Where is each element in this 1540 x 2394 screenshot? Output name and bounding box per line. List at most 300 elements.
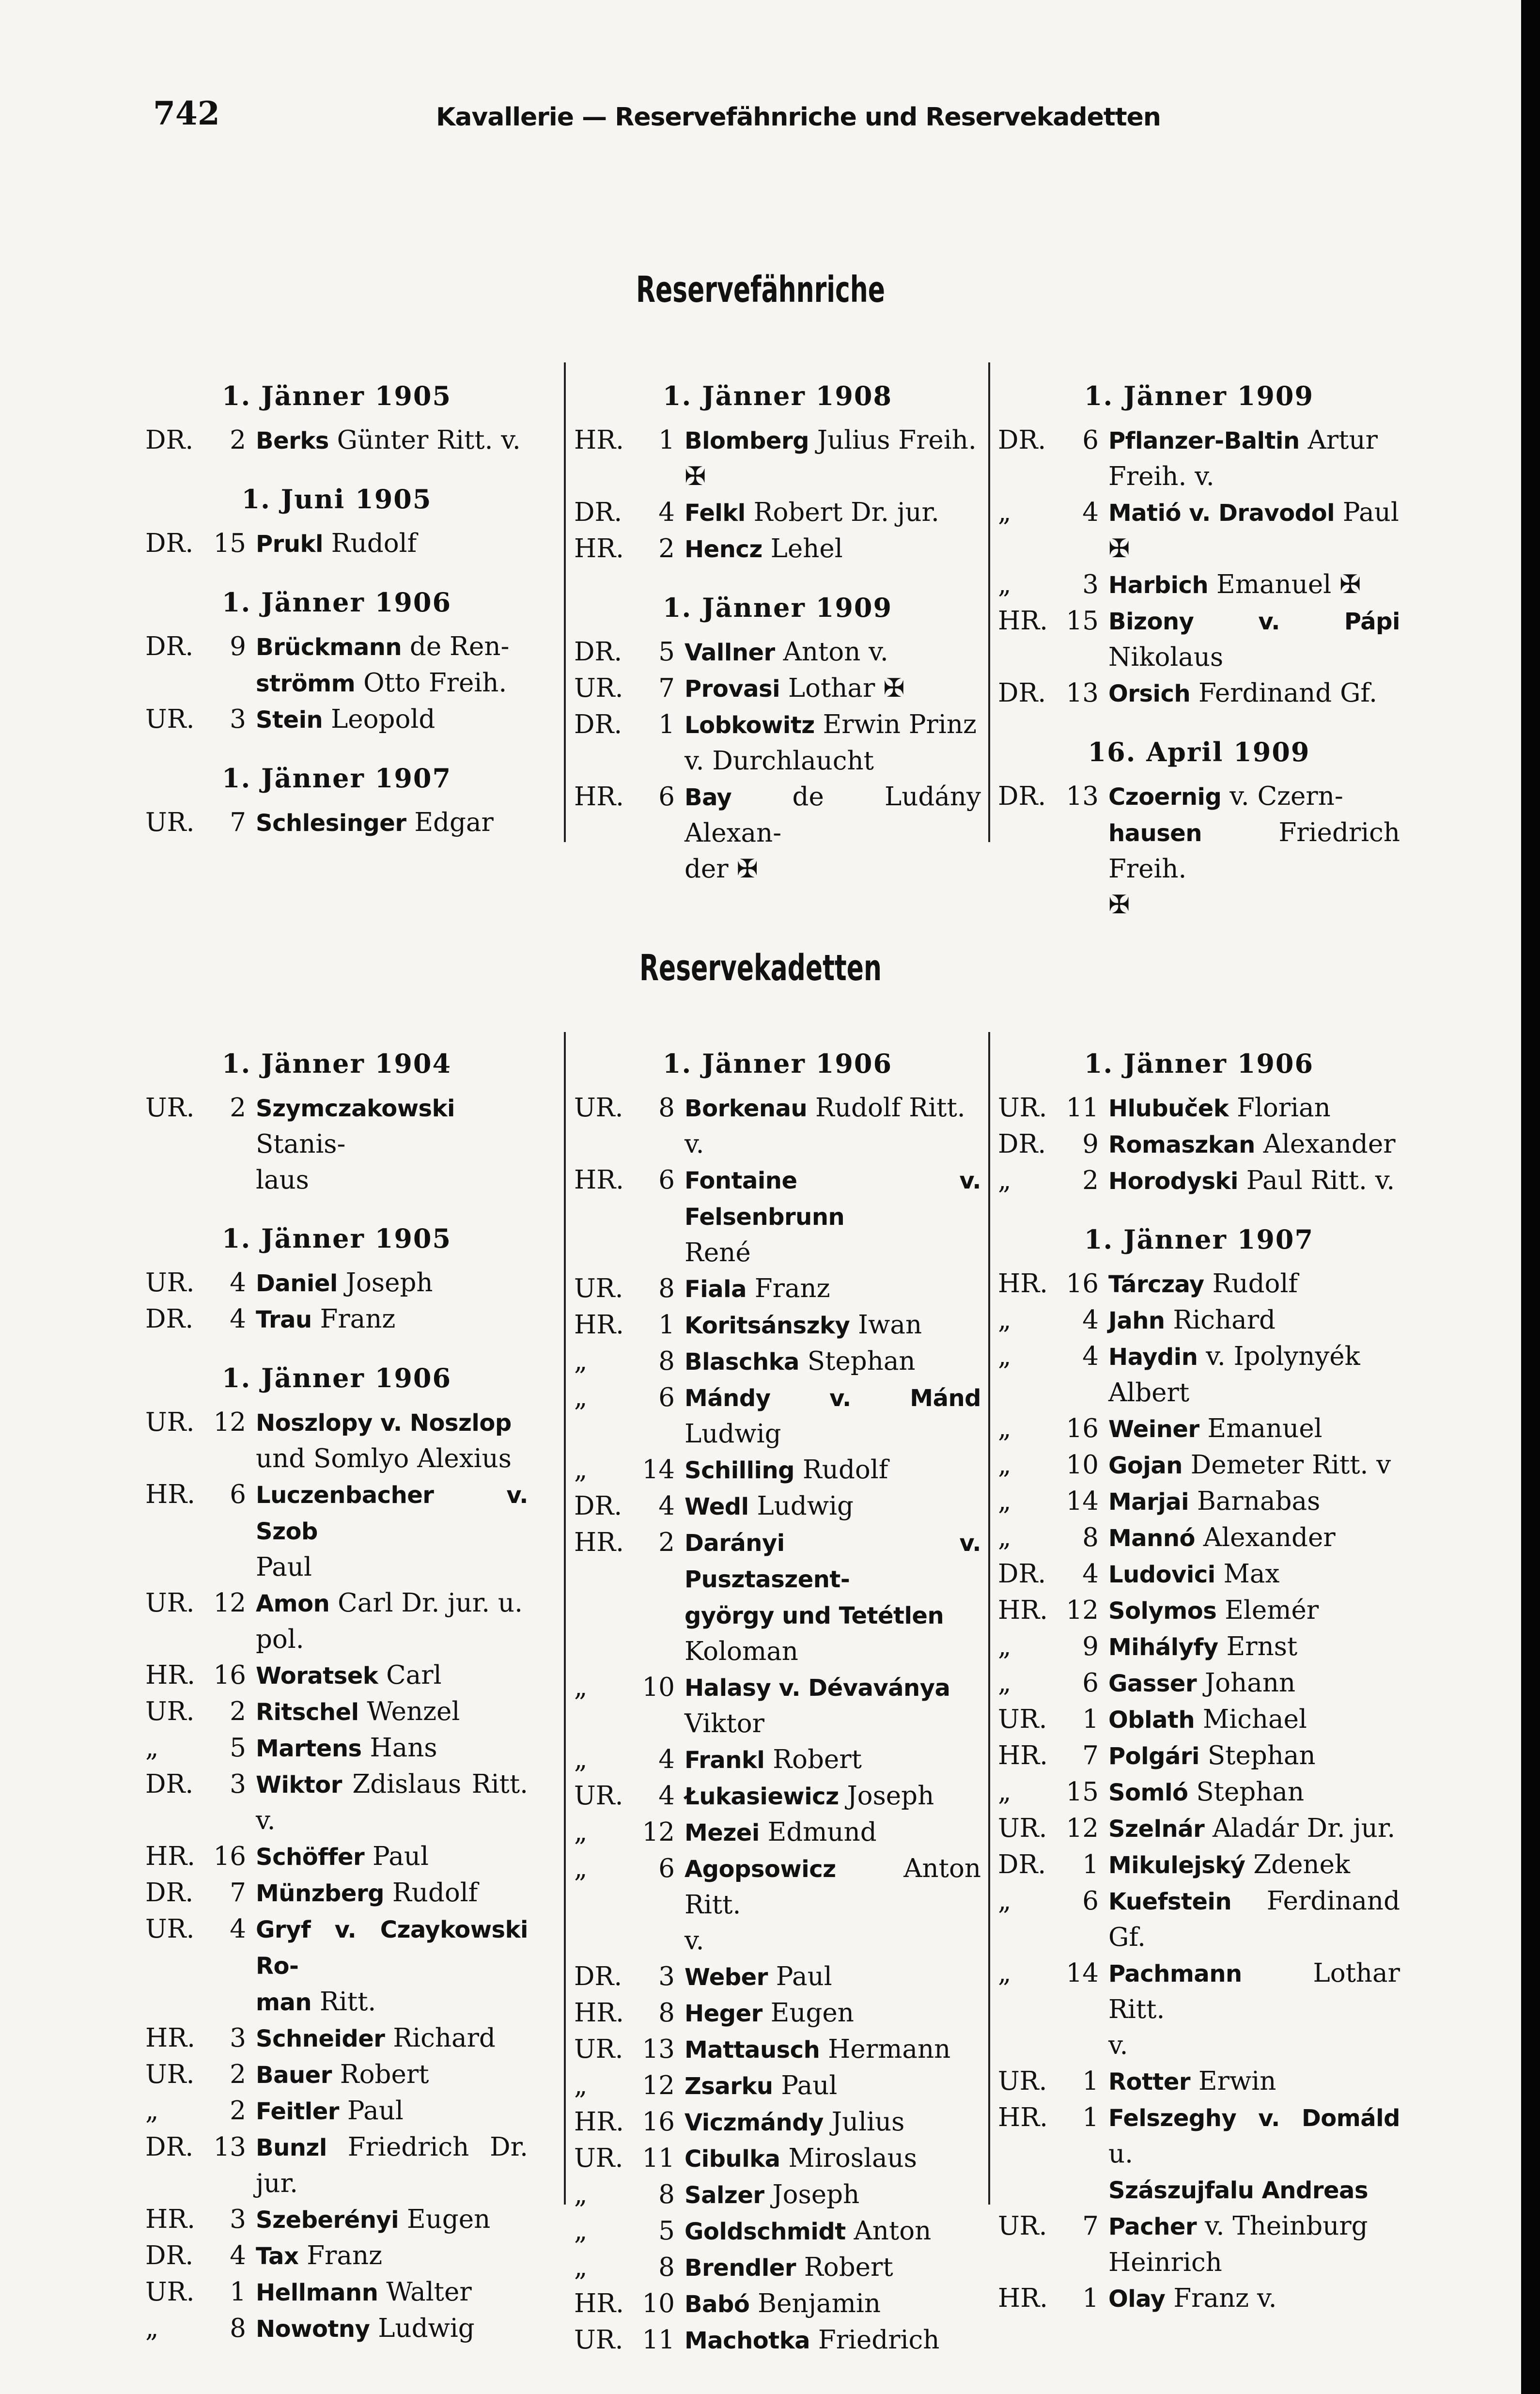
regiment-number: 16 (1066, 1269, 1099, 1299)
regiment-type: „ (145, 2096, 159, 2126)
roster-entry (574, 2177, 981, 2213)
given-name: Zdenek (1253, 1850, 1351, 1879)
roster-entry (998, 1520, 1400, 1556)
roster-entry (145, 1585, 528, 1622)
given-name: Friedrich (818, 2325, 940, 2355)
roster-entry (574, 1995, 981, 2032)
entry-continuation (998, 887, 1400, 923)
roster-entry (998, 1738, 1400, 1774)
person-name (1108, 1738, 1400, 1774)
surname: Polgári (1108, 1743, 1199, 1770)
person-name (1108, 779, 1400, 815)
surname: Mikulejský (1108, 1852, 1245, 1879)
section-title-fahnriche: Reservefähnriche (636, 269, 886, 311)
surname: Machotka (684, 2327, 810, 2354)
surname: Darányi v. Pusztaszent- (684, 1530, 981, 1593)
regiment-type: „ (145, 1733, 159, 1763)
roster-entry (998, 2100, 1400, 2172)
surname: Gryf v. Czaykowski Ro- (256, 1916, 528, 1980)
given-name: Emanuel (1207, 1414, 1322, 1443)
person-name (256, 1694, 528, 1730)
person-name (1108, 2028, 1400, 2064)
given-name: Joseph (772, 2180, 860, 2209)
surname: Marjai (1108, 1488, 1189, 1516)
person-name (1108, 1302, 1400, 1339)
given-name: pol. (256, 1625, 304, 1654)
regiment-number: 2 (230, 2096, 246, 2126)
given-name: Otto Freih. (363, 668, 507, 698)
regiment-number: 8 (658, 2253, 675, 2282)
regiment-number: 16 (642, 2107, 675, 2137)
person-name (1108, 567, 1400, 603)
person-name (1108, 1883, 1400, 1956)
given-name: Ritt. (319, 1987, 376, 2017)
roster-entry (574, 422, 981, 459)
regiment-number: 13 (213, 2132, 246, 2162)
roster-entry (574, 1271, 981, 1307)
page-number: 742 (153, 94, 220, 132)
surname: Czoernig (1108, 783, 1222, 811)
person-name (256, 2093, 528, 2129)
regiment-type: UR. (998, 1093, 1047, 1123)
surname: Matió v. Dravodol (1108, 500, 1335, 527)
regiment-number: 16 (213, 1660, 246, 1690)
entry-continuation (145, 1441, 528, 1477)
given-name: Freih. v. (1108, 462, 1214, 491)
regiment-number: 6 (658, 782, 675, 812)
entry-continuation (145, 1162, 528, 1198)
roster-entry (574, 1344, 981, 1380)
roster-entry (574, 1162, 981, 1235)
regiment-number: 2 (230, 1697, 246, 1726)
regiment-type: HR. (998, 2103, 1048, 2132)
surname: Münzberg (256, 1880, 384, 1907)
person-name (1108, 1163, 1400, 1199)
roster-entry (145, 2238, 528, 2274)
regiment-number: 4 (230, 1914, 246, 1944)
given-name: Paul (347, 2096, 404, 2126)
given-name: Koloman (684, 1637, 798, 1666)
regiment-type: „ (998, 1414, 1011, 1443)
surname: Tax (256, 2243, 299, 2270)
roster-entry (574, 2213, 981, 2250)
surname: Weber (684, 1964, 768, 1991)
regiment-type: HR. (574, 782, 624, 812)
person-name (256, 629, 528, 665)
regiment-type: „ (998, 1450, 1011, 1480)
roster-entry (574, 2032, 981, 2068)
given-name: Rudolf (1212, 1269, 1298, 1299)
regiment-type: UR. (145, 2277, 195, 2307)
regiment-type: DR. (998, 1559, 1046, 1589)
person-name (684, 851, 981, 887)
given-name: Paul Ritt. v. (1246, 1166, 1395, 1195)
regiment-number: 1 (1082, 1850, 1099, 1879)
given-name: Franz (320, 1304, 396, 1334)
surname: Bauer (256, 2062, 332, 2089)
roster-entry (998, 675, 1400, 712)
person-name (1108, 422, 1400, 459)
surname: Felkl (684, 500, 746, 527)
roster-entry (998, 2208, 1400, 2245)
regiment-number: 3 (1082, 570, 1099, 599)
regiment-type: UR. (574, 1093, 623, 1123)
entry-continuation (574, 851, 981, 887)
person-name (684, 1525, 981, 1597)
entry-continuation (574, 1923, 981, 1959)
fahnriche-column-1 (145, 378, 528, 841)
surname: Wiktor (256, 1771, 342, 1799)
surname: Heger (684, 2000, 762, 2027)
regiment-type: UR. (574, 2144, 623, 2173)
person-name (256, 2274, 528, 2311)
regiment-type: DR. (145, 1878, 194, 1908)
regiment-type: HR. (574, 2107, 624, 2137)
roster-entry (574, 1452, 981, 1488)
person-name (1108, 531, 1400, 567)
roster-entry (574, 707, 981, 743)
regiment-type: HR. (998, 1741, 1048, 1770)
entry-continuation (998, 1375, 1400, 1411)
person-name (256, 2311, 528, 2347)
regiment-type: UR. (998, 2066, 1047, 2096)
regiment-number: 4 (658, 1491, 675, 1521)
roster-entry (574, 1815, 981, 1851)
surname: Horodyski (1108, 1168, 1238, 1195)
person-name (1108, 495, 1400, 531)
regiment-number: 12 (213, 1588, 246, 1618)
person-name (256, 2202, 528, 2238)
person-name (1108, 2281, 1400, 2317)
regiment-number: 3 (230, 2023, 246, 2053)
regiment-type: HR. (574, 534, 624, 563)
regiment-type: UR. (145, 1697, 195, 1726)
person-name (256, 1984, 528, 2020)
person-name (684, 2177, 981, 2213)
surname: Feitler (256, 2098, 339, 2125)
surname: Fiala (684, 1276, 747, 1303)
roster-entry (998, 1883, 1400, 1956)
regiment-type: DR. (998, 678, 1046, 708)
person-name (684, 1162, 981, 1235)
given-name: der ✠ (684, 854, 758, 884)
surname: Babó (684, 2291, 750, 2318)
roster-entry (574, 1090, 981, 1127)
person-name (1108, 2100, 1400, 2172)
surname: Mándy v. Mánd (684, 1385, 981, 1412)
given-name: v. (684, 1926, 704, 1956)
regiment-type: HR. (998, 2284, 1048, 2313)
regiment-type: UR. (998, 2211, 1047, 2241)
person-name (684, 1959, 981, 1995)
regiment-number: 9 (1082, 1632, 1099, 1661)
person-name (1108, 1702, 1400, 1738)
regiment-number: 1 (230, 2277, 246, 2307)
regiment-number: 4 (1082, 1342, 1099, 1371)
surname: Prukl (256, 531, 323, 558)
regiment-number: 6 (1082, 425, 1099, 455)
given-name: Stephan (807, 1346, 916, 1376)
entry-continuation (998, 2245, 1400, 2281)
date-heading: 1. Jänner 1906 (1084, 1048, 1314, 1079)
roster-entry (998, 779, 1400, 815)
surname: Pacher (1108, 2213, 1197, 2240)
regiment-number: 2 (230, 2060, 246, 2089)
regiment-type: „ (998, 1523, 1011, 1552)
surname: Goldschmidt (684, 2218, 846, 2245)
regiment-number: 6 (1082, 1886, 1099, 1916)
regiment-number: 1 (1082, 2066, 1099, 2096)
surname: Schilling (684, 1457, 795, 1484)
person-name (256, 2020, 528, 2057)
given-name: Nikolaus (1108, 642, 1224, 672)
person-name (684, 2032, 981, 2068)
person-name (684, 1851, 981, 1923)
entry-continuation (998, 531, 1400, 567)
surname: györgy und Tetétlen (684, 1602, 944, 1629)
regiment-number: 2 (658, 1528, 675, 1557)
given-name: Max (1223, 1559, 1280, 1589)
person-name (1108, 1556, 1400, 1593)
surname: Mattausch (684, 2036, 820, 2064)
regiment-type: UR. (574, 1274, 623, 1303)
roster-entry (145, 1405, 528, 1441)
surname: Vallner (684, 639, 775, 666)
given-name: v. (684, 1129, 704, 1159)
person-name (256, 1162, 528, 1198)
regiment-type: HR. (145, 1842, 195, 1871)
given-name: Paul (781, 2071, 838, 2100)
regiment-number: 8 (230, 2314, 246, 2343)
regiment-number: 1 (658, 425, 675, 455)
regiment-type: HR. (998, 1596, 1048, 1625)
regiment-number: 2 (658, 534, 675, 563)
roster-entry (574, 2104, 981, 2141)
date-heading: 1. Jänner 1908 (662, 380, 893, 411)
roster-entry (998, 1629, 1400, 1665)
regiment-number: 4 (658, 1781, 675, 1811)
regiment-type: HR. (145, 1480, 195, 1509)
kadetten-column-3 (998, 1046, 1400, 2317)
person-name (256, 1839, 528, 1875)
roster-entry (145, 2202, 528, 2238)
surname: Weiner (1108, 1416, 1199, 1443)
given-name: Ludwig (684, 1419, 781, 1449)
person-name (1108, 2245, 1400, 2281)
roster-entry (145, 1875, 528, 1911)
regiment-type: UR. (145, 1093, 195, 1123)
roster-entry (574, 1670, 981, 1706)
person-name (1108, 1484, 1400, 1520)
roster-entry (145, 2093, 528, 2129)
column-divider (564, 362, 566, 842)
surname: Jahn (1108, 1307, 1165, 1334)
regiment-number: 6 (658, 1854, 675, 1883)
person-name (256, 2238, 528, 2274)
regiment-type: „ (574, 2253, 588, 2282)
given-name: Zdislaus Ritt. v. (256, 1769, 528, 1835)
regiment-type: DR. (574, 1962, 622, 1991)
surname: Nowotny (256, 2316, 370, 2343)
person-name (684, 1380, 981, 1452)
surname: Bizony v. Pápi (1108, 608, 1400, 635)
regiment-type: HR. (145, 1660, 195, 1690)
surname: Romaszkan (1108, 1131, 1255, 1158)
regiment-number: 13 (642, 2034, 675, 2064)
column-divider (564, 1032, 566, 2205)
regiment-type: DR. (145, 2241, 194, 2270)
regiment-number: 9 (230, 632, 246, 661)
roster-entry (998, 2064, 1400, 2100)
column-divider (988, 362, 990, 842)
given-name: Johann (1205, 1668, 1296, 1698)
regiment-type: HR. (574, 1528, 624, 1557)
surname: Tárczay (1108, 1271, 1204, 1298)
surname: Gasser (1108, 1670, 1197, 1697)
given-name: Stephan (1196, 1777, 1305, 1807)
regiment-number: 6 (1082, 1668, 1099, 1698)
given-name: Robert (804, 2253, 893, 2282)
date-heading: 1. Juni 1905 (241, 484, 432, 515)
regiment-type: „ (998, 498, 1011, 527)
given-name: Richard (1173, 1305, 1276, 1335)
regiment-number: 7 (230, 808, 246, 837)
regiment-number: 6 (658, 1165, 675, 1195)
roster-entry (145, 2020, 528, 2057)
given-name: Florian (1237, 1093, 1331, 1123)
given-name: Paul (1342, 498, 1399, 527)
regiment-number: 15 (213, 529, 246, 558)
given-name: Robert Dr. jur. (753, 498, 939, 527)
given-name: de Ren- (409, 632, 510, 661)
roster-entry (998, 2281, 1400, 2317)
person-name (684, 1778, 981, 1815)
person-name (684, 1090, 981, 1127)
surname: Frankl (684, 1747, 765, 1774)
regiment-number: 15 (1066, 1777, 1099, 1807)
regiment-type: UR. (574, 2325, 623, 2355)
roster-entry (998, 1702, 1400, 1738)
given-name: Joseph (345, 1268, 433, 1298)
given-name: Franz v. (1173, 2284, 1277, 2313)
given-name: Wenzel (367, 1697, 460, 1726)
surname: Zsarku (684, 2073, 773, 2100)
given-name: Ernst (1226, 1632, 1298, 1661)
entry-continuation (998, 815, 1400, 887)
roster-entry (998, 1811, 1400, 1847)
given-name: und Somlyo Alexius (256, 1444, 512, 1473)
regiment-number: 8 (1082, 1523, 1099, 1552)
regiment-type: „ (574, 1745, 588, 1774)
surname: Szeberényi (256, 2206, 399, 2234)
regiment-type: „ (574, 1673, 588, 1702)
roster-entry (998, 1665, 1400, 1702)
surname: Szymczakowski (256, 1095, 455, 1122)
regiment-type: UR. (145, 1588, 195, 1618)
surname: Amon (256, 1590, 330, 1617)
person-name (256, 2057, 528, 2093)
roster-entry (145, 1301, 528, 1338)
regiment-number: 14 (1066, 1958, 1099, 1988)
date-heading: 1. Jänner 1904 (221, 1048, 452, 1079)
surname: Schöffer (256, 1844, 365, 1871)
roster-entry (145, 422, 528, 459)
regiment-number: 1 (1082, 2284, 1099, 2313)
regiment-number: 1 (658, 710, 675, 739)
person-name (1108, 887, 1400, 923)
roster-entry (574, 1778, 981, 1815)
given-name: Erwin (1198, 2066, 1276, 2096)
surname: Blomberg (684, 427, 809, 454)
person-name (1108, 1375, 1400, 1411)
person-name (256, 1301, 528, 1338)
person-name (1108, 2172, 1400, 2208)
entry-continuation (998, 2172, 1400, 2208)
person-name (684, 1271, 981, 1307)
roster-entry (998, 1163, 1400, 1199)
roster-entry (998, 1484, 1400, 1520)
surname: Provasi (684, 675, 780, 703)
given-name: ✠ (1108, 890, 1130, 920)
surname: Solymos (1108, 1597, 1217, 1625)
given-name: de Ludány Alexan- (684, 782, 981, 848)
regiment-type: DR. (998, 1129, 1046, 1159)
person-name (256, 526, 528, 562)
surname: Kuefstein (1108, 1888, 1232, 1915)
regiment-number: 12 (642, 2071, 675, 2100)
surname: Luczenbacher v. Szob (256, 1482, 528, 1545)
given-name: Robert (773, 1745, 862, 1774)
regiment-type: HR. (574, 2289, 624, 2318)
roster-entry (574, 1380, 981, 1452)
roster-entry (574, 2250, 981, 2286)
given-name: Richard (393, 2023, 496, 2053)
given-name: Ludwig (378, 2314, 475, 2343)
entry-continuation (145, 1622, 528, 1658)
roster-entry (998, 1847, 1400, 1883)
person-name (256, 1875, 528, 1911)
regiment-type: UR. (145, 808, 195, 837)
roster-entry (145, 2057, 528, 2093)
surname: Borkenau (684, 1095, 808, 1122)
surname: Berks (256, 427, 329, 454)
regiment-type: „ (998, 1958, 1011, 1988)
person-name (256, 1549, 528, 1585)
given-name: Artur (1307, 425, 1378, 455)
date-heading: 1. Jänner 1905 (221, 380, 452, 411)
given-name: Robert (340, 2060, 429, 2089)
person-name (684, 1815, 981, 1851)
surname: Haydin (1108, 1344, 1198, 1371)
roster-entry (574, 634, 981, 671)
regiment-number: 12 (1066, 1814, 1099, 1843)
given-name: Carl (386, 1660, 442, 1690)
regiment-number: 7 (658, 673, 675, 703)
given-name: Rudolf (392, 1878, 478, 1908)
person-name (684, 2104, 981, 2141)
regiment-number: 2 (1082, 1166, 1099, 1195)
person-name (684, 1597, 981, 1634)
regiment-type: „ (574, 2071, 588, 2100)
person-name (684, 2213, 981, 2250)
surname: Szelnár (1108, 1815, 1205, 1843)
surname: Lobkowitz (684, 712, 815, 739)
given-name: Franz (307, 2241, 383, 2270)
date-heading: 1. Jänner 1906 (221, 587, 452, 618)
regiment-number: 11 (642, 2144, 675, 2173)
surname: Rotter (1108, 2068, 1191, 2096)
surname: Mannó (1108, 1525, 1195, 1552)
